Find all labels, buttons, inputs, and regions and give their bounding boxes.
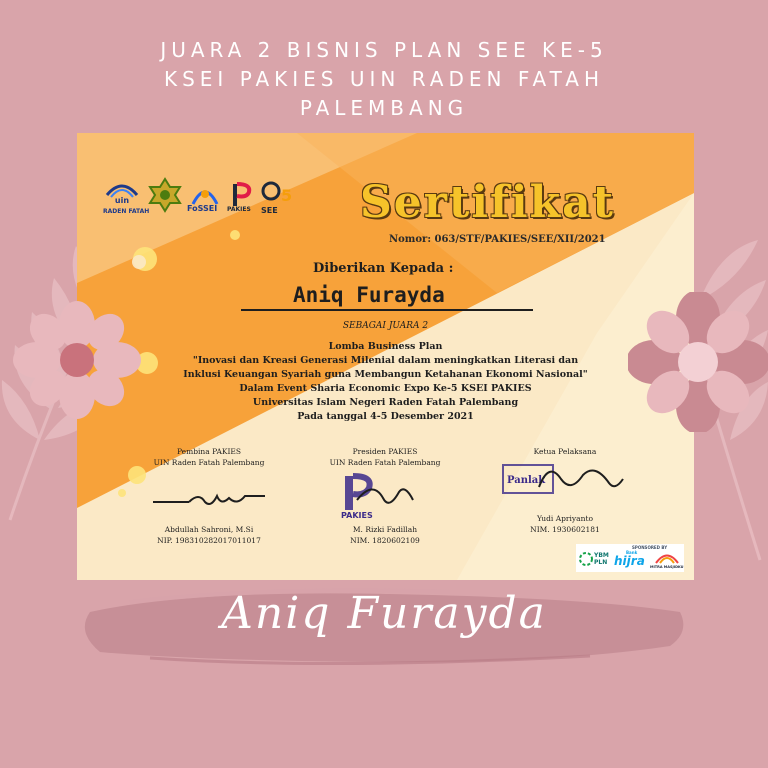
signatory-id: NIM. 1930602181: [530, 525, 600, 534]
certificate-image: [77, 133, 694, 580]
script-name-title: Aniq Furayda: [221, 588, 547, 639]
stamp-text-panlak: Panlak: [507, 475, 546, 486]
signature-scribble-icon: [149, 476, 269, 516]
certificate-number: Nomor: 063/STF/PAKIES/SEE/XII/2021: [389, 234, 606, 245]
certificate-body: [77, 340, 694, 424]
sponsored-by-label: SPONSORED BY: [632, 545, 668, 550]
signatory-pembina: [119, 446, 299, 546]
signatory-role: Ketua Pelaksana: [533, 447, 597, 456]
heading-line-3: PALEMBANG: [299, 96, 469, 120]
mitra-masjidku-logo-icon: [654, 550, 680, 564]
body-line-6: Pada tanggal 4-5 Desember 2021: [297, 411, 474, 422]
hijra-label: hijra: [614, 554, 645, 568]
svg-text:uin: uin: [114, 196, 130, 205]
flower-left-icon: [12, 300, 142, 420]
body-line-4: Dalam Event Sharia Economic Expo Ke-5 KSEI PAKIES: [239, 383, 532, 394]
signatory-id: NIP. 198310282017011017: [157, 536, 261, 545]
logo-label-fossei: FoSSEI: [187, 204, 218, 213]
body-line-1: Lomba Business Plan: [328, 341, 443, 352]
body-line-5: Universitas Islam Negeri Raden Fatah Palembang: [252, 397, 519, 408]
body-line-2: "Inovasi dan Kreasi Generasi Milenial dalam meningkatkan Literasi dan: [192, 355, 579, 366]
signatory-id: NIM. 1820602109: [350, 536, 420, 545]
signatory-org: UIN Raden Fatah Palembang: [153, 458, 265, 467]
signatory-presiden: [295, 446, 475, 546]
page-heading: [0, 36, 768, 123]
signatory-name: M. Rizki Fadillah: [352, 525, 418, 534]
name-underline: [241, 309, 533, 311]
heading-line-2: KSEI PAKIES UIN RADEN FATAH: [163, 67, 605, 91]
signatory-name: Abdullah Sahroni, M.Si: [164, 525, 254, 534]
given-to-label: Diberikan Kepada :: [313, 261, 454, 276]
flower-right-icon: [628, 292, 768, 432]
signatory-name: Yudi Apriyanto: [537, 514, 593, 523]
body-line-3: Inklusi Keuangan Syariah guna Membangun Ketahanan Ekonomi Nasional": [183, 369, 588, 380]
mitra-label: MITRA MASJIDKU: [650, 565, 684, 569]
award-rank: SEBAGAI JUARA 2: [342, 321, 429, 331]
logo-label-see: SEE: [261, 206, 278, 215]
ybm-label: YBM: [594, 552, 609, 559]
signatory-role: Presiden PAKIES: [352, 447, 418, 456]
svg-text:5: 5: [281, 186, 293, 205]
logo-label-pakies: PAKIES: [227, 206, 251, 213]
certificate-title: Sertifikat: [360, 177, 615, 228]
panlak-stamp-icon: [499, 457, 629, 507]
pakies-stamp-icon: [329, 470, 439, 520]
logo-label-uin: RADEN FATAH: [103, 208, 150, 215]
sponsor-logos-row: [103, 175, 303, 225]
signatory-role: Pembina PAKIES: [176, 447, 242, 456]
recipient-name: Aniq Furayda: [293, 283, 445, 307]
star-octagon-logo-icon: [147, 175, 183, 215]
signatory-ketua: [475, 446, 655, 535]
ybm-pln-logo-icon: [579, 552, 593, 566]
signatory-org: UIN Raden Fatah Palembang: [329, 458, 441, 467]
pln-label: PLN: [594, 559, 608, 566]
stamp-text-pakies: PAKIES: [341, 511, 373, 520]
hijra-prefix-label: Bank: [626, 550, 638, 555]
heading-line-1: JUARA 2 BISNIS PLAN SEE KE-5: [160, 38, 608, 62]
sponsor-strip: [576, 544, 684, 572]
